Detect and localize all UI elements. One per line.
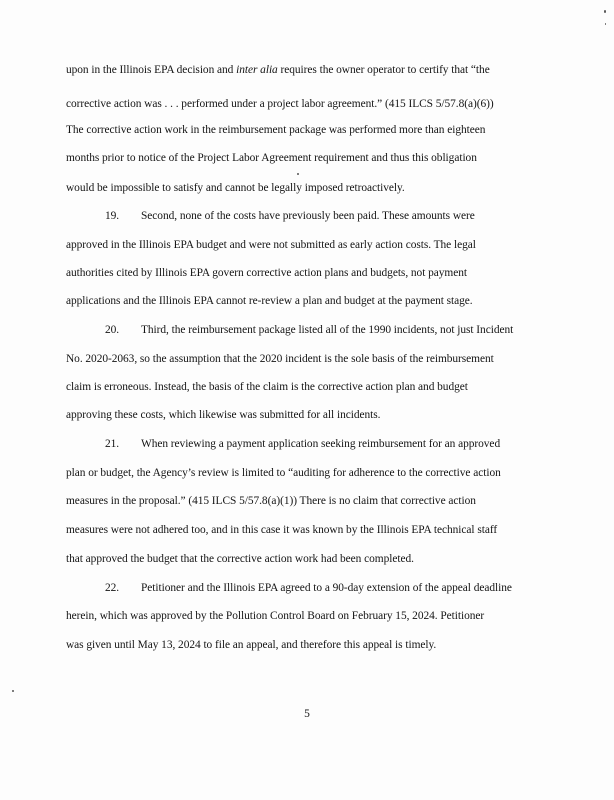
latin-phrase: inter alia (236, 64, 278, 76)
text-line: months prior to notice of the Project Labor Agreement requirement and thus this obligation (66, 152, 477, 164)
text-segment: When reviewing a payment application seeking reimbursement for an approved (141, 438, 501, 450)
scan-speck (12, 690, 14, 692)
text-line: approving these costs, which likewise was submitted for all incidents. (66, 409, 381, 421)
paragraph-20-first-line (105, 323, 513, 337)
scan-speck (297, 173, 299, 175)
text-segment: Petitioner and the Illinois EPA agreed to a 90-day extension of the appeal deadline (141, 582, 512, 594)
paragraph-21-first-line (105, 437, 500, 451)
text-line: claim is erroneous. Instead, the basis of the claim is the corrective action plan and budget (66, 381, 468, 393)
text-line: plan or budget, the Agency’s review is limited to “auditing for adherence to the corrective action (66, 467, 501, 479)
paragraph-number: 21. (105, 438, 120, 450)
text-line: would be impossible to satisfy and cannot be legally imposed retroactively. (66, 182, 405, 194)
paragraph-22-first-line (105, 581, 512, 595)
text-line: that approved the budget that the corrective action work had been completed. (66, 553, 414, 565)
text-line: No. 2020-2063, so the assumption that the 2020 incident is the sole basis of the reimbursement (66, 353, 494, 365)
paragraph-19-first-line (105, 209, 475, 223)
text-segment: Second, none of the costs have previously been paid. These amounts were (141, 210, 475, 222)
text-segment: Third, the reimbursement package listed all of the 1990 incidents, not just Incident (141, 324, 514, 336)
text-segment: upon in the Illinois EPA decision and (66, 64, 237, 76)
text-line: herein, which was approved by the Pollution Control Board on February 15, 2024. Petitioner (66, 610, 485, 622)
text-line: authorities cited by Illinois EPA govern corrective action plans and budgets, not payment (66, 267, 467, 279)
text-line: approved in the Illinois EPA budget and were not submitted as early action costs. The legal (66, 239, 476, 251)
text-line: measures were not adhered too, and in this case it was known by the Illinois EPA technical staff (66, 524, 498, 536)
text-line: was given until May 13, 2024 to file an appeal, and therefore this appeal is timely. (66, 639, 437, 651)
text-line: applications and the Illinois EPA cannot re-review a plan and budget at the payment stage. (66, 295, 473, 307)
scan-speck (604, 10, 606, 13)
scan-speck (605, 23, 606, 25)
text-line: The corrective action work in the reimbursement package was performed more than eighteen (66, 124, 486, 136)
paragraph-number: 22. (105, 582, 120, 594)
paragraph-number: 19. (105, 210, 120, 222)
text-line: measures in the proposal.” (415 ILCS 5/57.8(a)(1)) There is no claim that corrective action (66, 495, 476, 507)
text-segment: requires the owner operator to certify that “the (277, 64, 490, 76)
paragraph-number: 20. (105, 324, 120, 336)
page-number: 5 (304, 708, 310, 720)
text-line (66, 63, 490, 77)
text-line: corrective action was . . . performed under a project labor agreement.” (415 ILCS 5/57.8(a)(6)) (66, 98, 494, 110)
